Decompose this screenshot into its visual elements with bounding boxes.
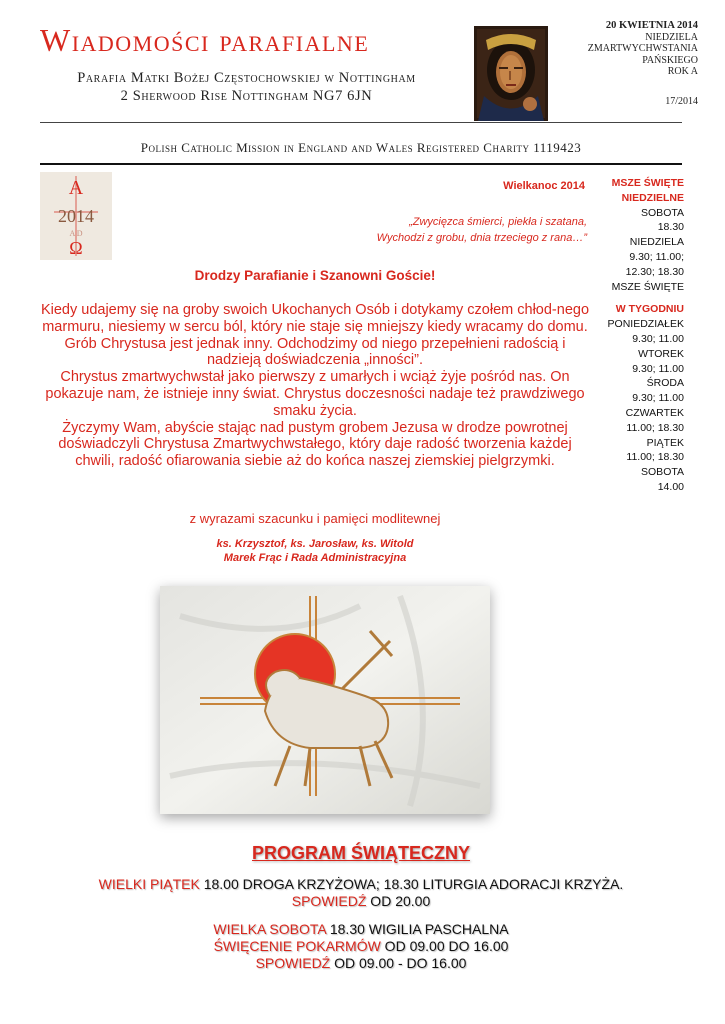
quote-line: „Zwycięzca śmierci, piekła i szatana,: [409, 216, 587, 228]
schedule-time: 12.30; 18.30: [625, 265, 684, 278]
letter-paragraph: Grób Chrystusa jest jednak inny. Odchodzimy od niego przepełnieni radością i nadzieją doświadczenia „inności”.: [64, 335, 566, 369]
svg-text:Ω: Ω: [69, 238, 83, 258]
easter-quote: [300, 214, 587, 246]
masses-label: MSZE ŚWIĘTE: [611, 280, 684, 293]
blessing-label: ŚWIĘCENIE POKARMÓW: [213, 938, 381, 954]
schedule-time: 11.00; 18.30: [626, 451, 684, 464]
schedule-time: 9.30; 11.00: [632, 392, 684, 405]
mass-schedule: [596, 176, 684, 495]
holy-saturday-text: 18.30 WIGILIA PASCHALNA: [325, 921, 509, 937]
charity-divider: [40, 163, 682, 165]
schedule-time: 9.30; 11.00: [632, 362, 684, 375]
sunday-heading: MSZE ŚWIĘTE: [611, 177, 684, 189]
schedule-day: ŚRODA: [646, 377, 684, 390]
schedule-time: 18.30: [657, 221, 684, 234]
schedule-day: CZWARTEK: [625, 406, 684, 419]
quote-line: Wychodzi z grobu, dnia trzeciego z rana…”: [376, 232, 587, 244]
weekday-heading: W TYGODNIU: [615, 303, 684, 316]
schedule-day: SOBOTA: [641, 206, 684, 219]
feast-line1: ZMARTWYCHWSTANIA: [587, 43, 698, 54]
svg-text:2014: 2014: [58, 206, 94, 226]
issue-number: 17/2014: [665, 95, 698, 107]
closing-regards: z wyrazami szacunku i pamięci modlitewnej: [189, 511, 441, 526]
liturgical-year: ROK A: [667, 66, 698, 77]
schedule-time: 11.00; 18.30: [626, 421, 684, 434]
easter-letter: [40, 302, 590, 470]
paschal-lamb-image: [160, 586, 490, 814]
svg-text:A D: A D: [69, 229, 83, 238]
issue-day: NIEDZIELA: [645, 31, 698, 43]
schedule-day: PIĄTEK: [646, 436, 684, 449]
blessing-line: [40, 938, 682, 954]
schedule-day: WTOREK: [638, 347, 684, 360]
newsletter-title: Wiadomości parafialne: [40, 22, 370, 58]
confession-label: SPOWIEDŹ: [255, 955, 331, 971]
letter-paragraph: Życzymy Wam, abyście stając nad pustym grobem Jezusa w drodze powrotnej doświadczyli Chrystusa Zmartwychwstałego, który daje radość tworzenia każdej chwili, radość ofiarowania siebie aż do końca naszej ziemskiej pielgrzymki.: [58, 419, 572, 470]
signers-line: Marek Frąc i Rada Administracyjna: [223, 552, 407, 564]
charity-line: Polish Catholic Mission in England and Wales Registered Charity 1119423: [140, 140, 582, 155]
parish-name: Parafia Matki Bożej Częstochowskiej w Nottingham: [77, 70, 416, 86]
signers-line: ks. Krzysztof, ks. Jarosław, ks. Witold: [216, 538, 414, 550]
greeting: Drodzy Parafianie i Szanowni Goście!: [194, 268, 436, 283]
alpha-omega-logo: [40, 172, 112, 260]
date-block: [552, 20, 698, 107]
schedule-time: 9.30; 11.00: [632, 332, 684, 345]
good-friday-text: 18.00 DROGA KRZYŻOWA; 18.30 LITURGIA ADORACJI KRZYŻA.: [199, 876, 624, 892]
madonna-icon: [474, 26, 548, 121]
letter-paragraph: Kiedy udajemy się na groby swoich Ukochanych Osób i dotykamy czołem chłod-nego marmuru, niesiemy w sercu ból, który nie staje się mniejszy kiedy wracamy do domu.: [40, 302, 590, 335]
friday-confession-time: OD 20.00: [366, 893, 431, 909]
feast-line2: PAŃSKIEGO: [642, 54, 698, 66]
confession-label: SPOWIEDŹ: [291, 893, 367, 909]
schedule-day: PONIEDZIAŁEK: [607, 318, 684, 331]
schedule-time: 9.30; 11.00;: [629, 250, 684, 263]
parish-address: 2 Sherwood Rise Nottingham NG7 6JN: [120, 88, 373, 104]
holy-saturday-line: [40, 921, 682, 937]
good-friday-line: [40, 876, 682, 892]
sunday-heading: NIEDZIELNE: [621, 191, 684, 204]
schedule-time: 14.00: [657, 480, 684, 493]
signatories: [40, 537, 590, 565]
good-friday-label: WIELKI PIĄTEK: [98, 876, 200, 892]
schedule-day: NIEDZIELA: [629, 236, 684, 249]
friday-confession-line: [40, 893, 682, 909]
header-divider: [40, 122, 682, 123]
letter-paragraph: Chrystus zmartwychwstał jako pierwszy z umarłych i wciąż żyje pośród nas. On pokazuje nam, że istnieje inny świat. Chrystus doczesności nadaje też prawdziwego smaku życia.: [45, 369, 585, 419]
issue-date: 20 KWIETNIA 2014: [605, 20, 698, 31]
saturday-confession-line: [40, 955, 682, 971]
saturday-confession-time: OD 09.00 - DO 16.00: [330, 955, 467, 971]
blessing-time: OD 09.00 DO 16.00: [380, 938, 509, 954]
program-title: PROGRAM ŚWIĄTECZNY: [252, 843, 470, 863]
svg-text:A: A: [68, 177, 84, 199]
schedule-day: SOBOTA: [641, 466, 684, 479]
easter-label: Wielkanoc 2014: [503, 180, 585, 192]
holy-saturday-label: WIELKA SOBOTA: [213, 921, 326, 937]
